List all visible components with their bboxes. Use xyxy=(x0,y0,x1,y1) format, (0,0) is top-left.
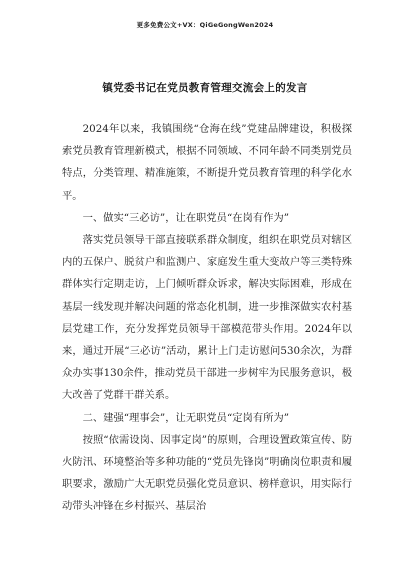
document-body xyxy=(62,118,352,518)
intro-paragraph: 2024年以来，我镇围绕“仓海在线”党建品牌建设，积极探索党员教育管理新模式，根据不同领域、不同年龄不同类别党员特点，分类管理、精准施策，不断提升党员教育管理的科学化水平。 xyxy=(62,123,352,202)
section-1-paragraph: 落实党员领导干部直接联系群众制度，组织在职党员对辖区内的五保户、脱贫户和监测户、家庭发生重大变故户等三类特殊群体实行定期走访，上门倾听群众诉求，解决实际困难，形成在基层一线发现并解决问题的常态化机制，进一步推深做实农村基层党建工作，充分发挥党员领导干部模范带头作用。2024年以来，通过开展“三必访”活动，累计上门走访慰问530余次，为群众办实事130余件，推动党员干部进一步树牢为民服务意识，极大改善了党群干群关系。 xyxy=(62,234,352,402)
header-note: 更多免费公文+VX：QiGeGongWen2024 xyxy=(136,21,274,29)
section-heading-1: 一、做实“三必访”，让在职党员“在岗有作为” xyxy=(82,211,289,224)
section-2-paragraph: 按照“依需设岗、因事定岗”的原则，合理设置政策宣传、防火防汛、环境整治等多种功能的“党员先锋岗”明确岗位职责和履职要求，激励广大无职党员强化党员意识、榜样意识，用实际行动带头冲锋在乡村振兴、基层治 xyxy=(62,433,352,513)
section-heading-2: 二、建强“理事会”，让无职党员“定岗有所为” xyxy=(82,411,289,424)
document-title: 镇党委书记在党员教育管理交流会上的发言 xyxy=(102,82,308,94)
